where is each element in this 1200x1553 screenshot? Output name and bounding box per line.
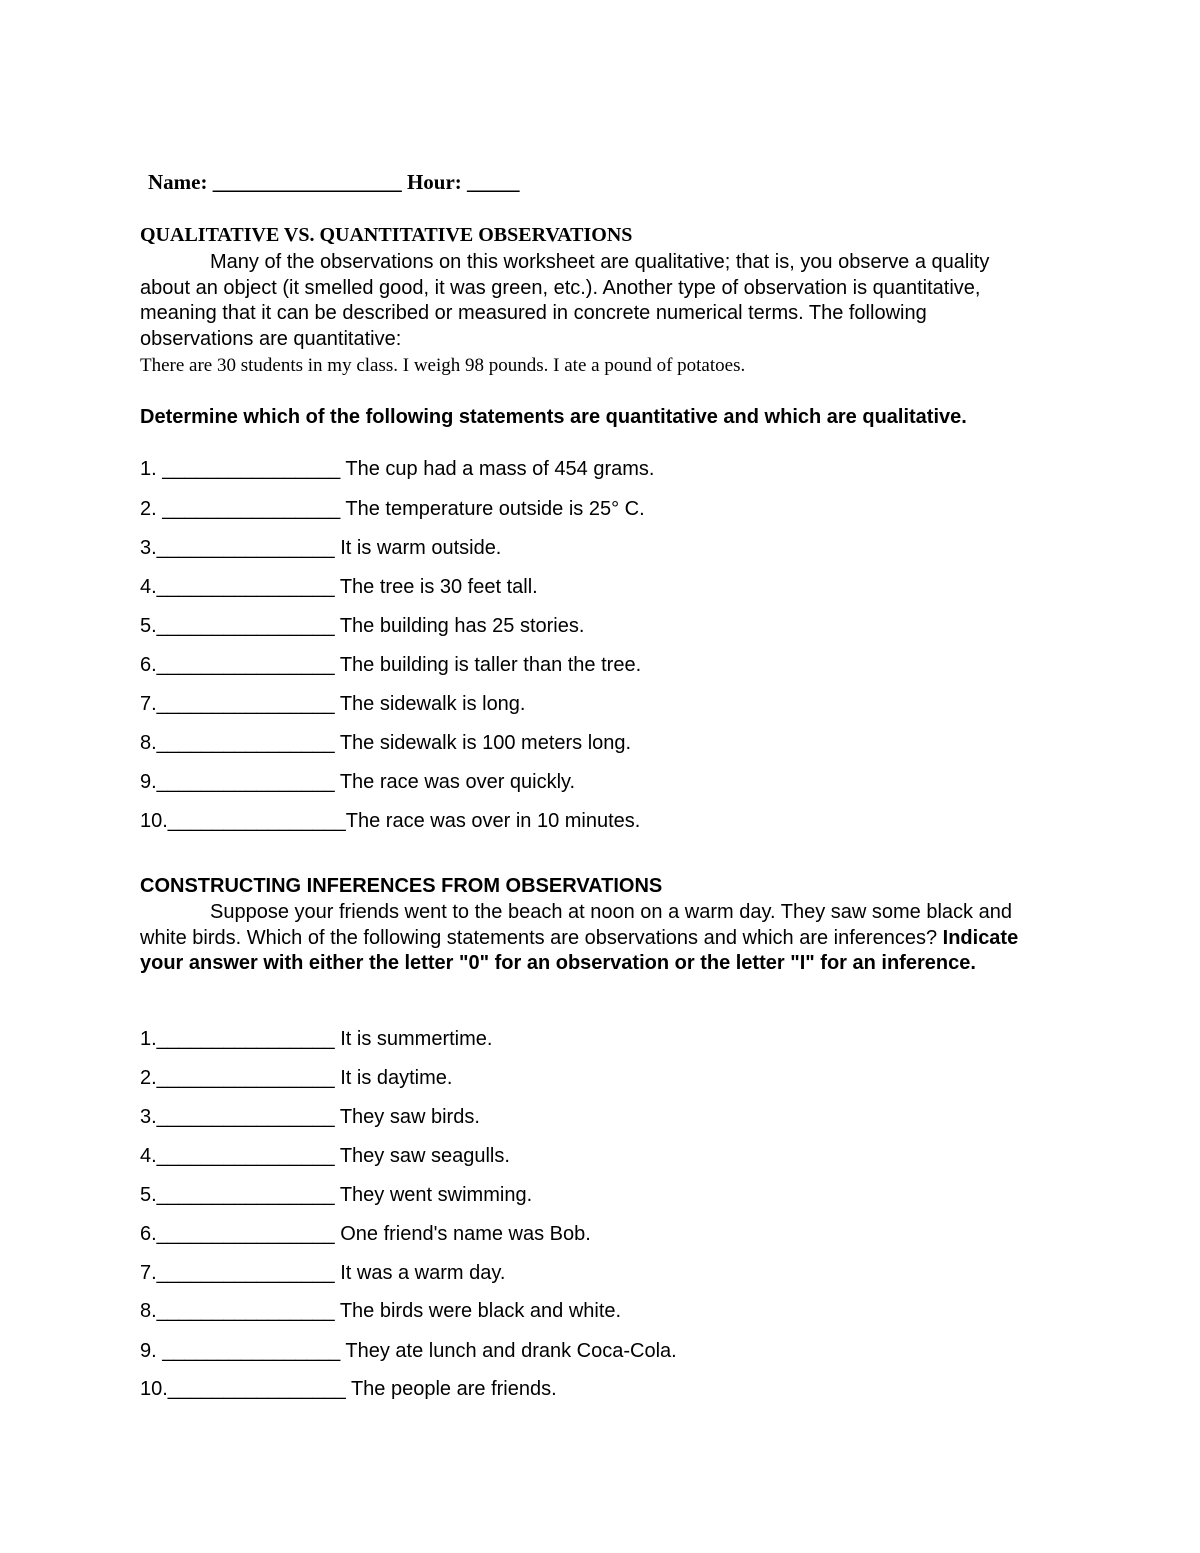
- section1-paragraph: [140, 250, 1040, 352]
- list-item: 7.________________ It was a warm day.: [140, 1262, 506, 1284]
- list-item: 1.________________ It is summertime.: [140, 1028, 493, 1050]
- list-item: 2. ________________ The temperature outside is 25° C.: [140, 498, 645, 520]
- section1-paragraph-text: Many of the observations on this worksheet are qualitative; that is, you observe a quality about an object (it smelled good, it was green, etc.). Another type of observation is quantitative, meaning that it can be described or measured in concrete numerical terms. The following observations are quantitative:: [140, 251, 990, 350]
- list-item: 2.________________ It is daytime.: [140, 1067, 453, 1089]
- list-item: 6.________________ One friend's name was Bob.: [140, 1223, 591, 1245]
- list-item: 4.________________ They saw seagulls.: [140, 1145, 510, 1167]
- list-item: 4.________________ The tree is 30 feet tall.: [140, 576, 538, 598]
- section2-paragraph-text: Suppose your friends went to the beach at noon on a warm day. They saw some black and white birds. Which of the following statements are observations and which are inferences?: [140, 901, 1012, 949]
- list-item: 10.________________ The people are friends.: [140, 1378, 557, 1400]
- section2-instruction: Indicate your answer with either the letter "0" for an observation or the letter "I" for an inference.: [140, 926, 1019, 974]
- list-item: 5.________________ They went swimming.: [140, 1184, 533, 1206]
- list-item: 5.________________ The building has 25 stories.: [140, 615, 585, 637]
- section2-paragraph: [140, 900, 1030, 977]
- list-item: 3.________________ It is warm outside.: [140, 537, 502, 559]
- name-hour-line: Name: __________________ Hour: _____: [148, 170, 520, 194]
- list-item: 1. ________________ The cup had a mass of 454 grams.: [140, 458, 655, 480]
- list-item: 8.________________ The birds were black and white.: [140, 1300, 622, 1322]
- list-item: 9.________________ The race was over quickly.: [140, 771, 576, 793]
- quantitative-examples: There are 30 students in my class. I weigh 98 pounds. I ate a pound of potatoes.: [140, 355, 746, 376]
- list-item: 3.________________ They saw birds.: [140, 1106, 480, 1128]
- section2-title: CONSTRUCTING INFERENCES FROM OBSERVATIONS: [140, 875, 663, 897]
- section1-instruction: Determine which of the following statements are quantitative and which are qualitative.: [140, 406, 967, 428]
- list-item: 10.________________The race was over in 10 minutes.: [140, 810, 641, 832]
- list-item: 8.________________ The sidewalk is 100 meters long.: [140, 732, 632, 754]
- list-item: 9. ________________ They ate lunch and drank Coca-Cola.: [140, 1340, 677, 1362]
- section1-title: QUALITATIVE VS. QUANTITATIVE OBSERVATIONS: [140, 224, 633, 246]
- list-item: 6.________________ The building is taller than the tree.: [140, 654, 642, 676]
- list-item: 7.________________ The sidewalk is long.: [140, 693, 526, 715]
